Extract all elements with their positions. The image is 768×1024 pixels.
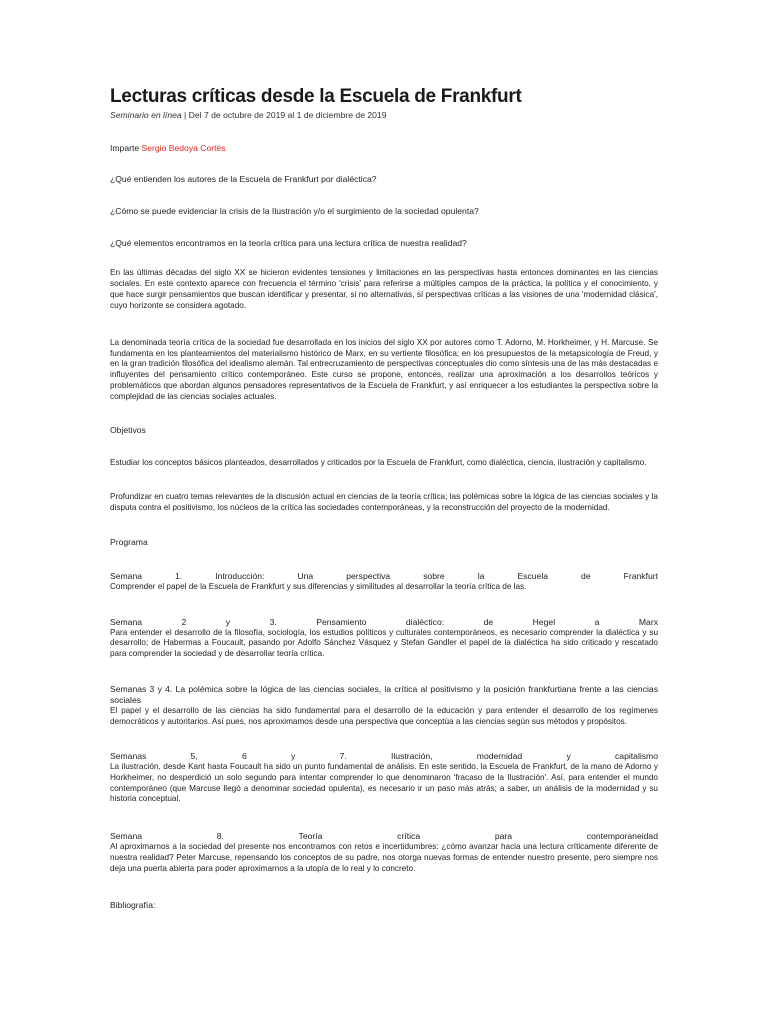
question-2: ¿Cómo se puede evidenciar la crisis de la Ilustración y/o el surgimiento de la sociedad opulenta?	[110, 206, 479, 216]
intro-paragraph-2: La denominada teoría crítica de la sociedad fue desarrollada en los inicios del siglo XX por autores como T. Adorno, M. Horkheimer, y H. Marcuse. Se fundamenta en los planteamientos del materialismo histórico de Marx, en su vertiente filosófica; en los presupuestos de la metapsicología de Freud, y en la gran tradición filosófica del idealismo alemán. Tal entrecruzamiento de perspectivas conceptuales dio como síntesis una de las más destacadas e influyentes del pensamiento crítico contemporáneo. Este curso se propone, entonces, realizar una aproximación a los desarrollos teóricos y problemáticos que abordan algunos pensadores representativos de la Escuela de Frankfurt, y así enriquecer a los estudiantes la perspectiva sobre la complejidad de las ciencias sociales actuales.	[110, 337, 658, 402]
teacher-prefix: Imparte	[110, 143, 142, 153]
objectives-heading: Objetivos	[110, 425, 146, 436]
question-3: ¿Qué elementos encontramos en la teoría crítica para una lectura crítica de nuestra realidad?	[110, 238, 467, 248]
week-title: Semana 1. Introducción: Una perspectiva sobre la Escuela de Frankfurt	[110, 570, 658, 581]
teacher-line	[110, 142, 658, 154]
bibliography-heading: Bibliografía:	[110, 900, 156, 910]
week-block	[110, 751, 658, 806]
week-block	[110, 684, 658, 728]
week-title: Semanas 5, 6 y 7. Ilustración, modernidad y capitalismo	[110, 750, 658, 761]
week-block	[110, 617, 658, 661]
document-page	[110, 86, 658, 911]
week-description: Al aproximarnos a la sociedad del presente nos encontramos con retos e incertidumbres: ¿cómo avanzar hacia una lectura críticamente diferente de nuestra realidad? Peter Marcuse, repensando los conceptos de su padre, nos otorga nuevas formas de entender nuestro presente, pero siempre nos deja una puerta abierta para poder aproximarnos a la utopía de lo real y lo concreto.	[110, 842, 658, 874]
week-block	[110, 831, 658, 875]
objective-1: Estudiar los conceptos básicos planteados, desarrollados y criticados por la Escuela de Frankfurt, como dialéctica, ciencia, ilustración y capitalismo.	[110, 458, 647, 468]
date-range: | Del 7 de octubre de 2019 al 1 de diciembre de 2019	[181, 110, 387, 120]
week-description: La ilustración, desde Kant hasta Foucault ha sido un punto fundamental de análisis. En este sentido, la Escuela de Frankfurt, de la mano de Adorno y Horkheimer, no desperdició un solo segundo para intentar comprender lo que denominaron 'fracaso de la Ilustración'. Así, para entender el mundo contemporáneo (que Marcuse llegó a denominar sociedad opulenta), es necesario ir un paso más atrás; a saber, un análisis de la modernidad y su historia conceptual.	[110, 761, 658, 804]
week-description: Para entender el desarrollo de la filosofía, sociología, los estudios políticos y culturales contemporáneos, es necesario comprender la dialéctica y su desarrollo; de Habermas a Foucault, pasando por Adolfo Sánchez Vásquez y Stefan Gandler el papel de la dialéctica ha sido criticado y rescatado para comprender la sociedad y de desarrollar teoría crítica.	[110, 627, 658, 659]
week-block	[110, 571, 658, 593]
seminar-label: Seminario en línea	[110, 110, 182, 120]
page-title: Lecturas críticas desde la Escuela de Frankfurt	[110, 86, 522, 107]
week-title: Semana 8. Teoría crítica para contemporaneidad	[110, 831, 658, 842]
teacher-name-link[interactable]: Sergio Bedoya Cortés	[141, 143, 226, 153]
program-heading: Programa	[110, 536, 148, 547]
week-description: El papel y el desarrollo de las ciencias ha sido fundamental para el desarrollo de la educación y para entender el desarrollo de los regímenes democráticos y autoritarios. Así pues, nos aproximamos desde una perspectiva que conceptúa a las ciencias según sus métodos y propósitos.	[110, 706, 658, 726]
objective-2: Profundizar en cuatro temas relevantes de la discusión actual en ciencias de la teoría crítica; las polémicas sobre la lógica de las ciencias sociales y la disputa contra el positivismo, los núcleos de la crítica las sociedades contemporáneas, y la reconstrucción del proyecto de la modernidad.	[110, 491, 658, 512]
subtitle	[110, 109, 658, 121]
week-title: Semana 2 y 3. Pensamiento dialéctico: de Hegel a Marx	[110, 616, 658, 627]
question-1: ¿Qué entienden los autores de la Escuela de Frankfurt por dialéctica?	[110, 174, 377, 184]
intro-paragraph-1: En las últimas décadas del siglo XX se hicieron evidentes tensiones y limitaciones en las perspectivas hasta entonces dominantes en las ciencias sociales. En este contexto aparece con frecuencia el término 'crisis' para referirse a múltiples campos de la práctica, la política y el conocimiento, y que hace surgir pensamientos que buscan identificar y presentar, si no alternativas, sí perspectivas críticas a las visiones de una 'modernidad clásica', cuyo horizonte se considera agotado.	[110, 268, 658, 310]
week-description: Comprender el papel de la Escuela de Frankfurt y sus diferencias y similitudes al desarrollar la teoría crítica de las.	[110, 581, 527, 591]
week-title: Semanas 3 y 4. La polémica sobre la lógica de las ciencias sociales, la crítica al positivismo y la posición frankfurtiana frente a las ciencias sociales	[110, 684, 658, 706]
